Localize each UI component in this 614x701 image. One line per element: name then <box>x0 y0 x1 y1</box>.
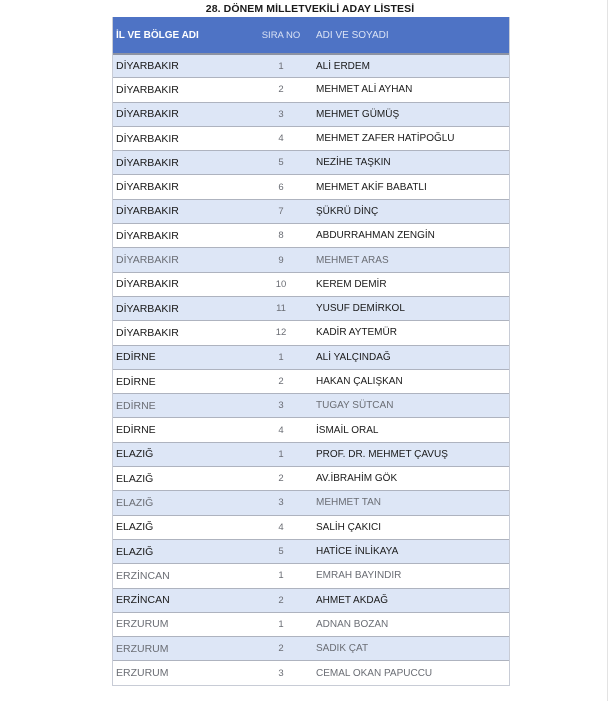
header-province: İL VE BÖLGE ADI <box>116 29 199 41</box>
candidate-table <box>112 17 510 686</box>
table-row <box>113 174 509 198</box>
page-edge <box>607 0 608 701</box>
cell-order: 2 <box>278 376 284 387</box>
table-row <box>113 490 509 514</box>
cell-province: ELAZIĞ <box>116 496 154 509</box>
cell-order: 10 <box>275 278 287 290</box>
table-row <box>113 393 509 417</box>
table-row <box>113 102 509 126</box>
cell-province: ELAZIĞ <box>116 448 154 461</box>
cell-province: ERZURUM <box>116 667 169 680</box>
cell-province: DİYARBAKIR <box>116 60 179 73</box>
cell-province: ELAZIĞ <box>116 472 154 485</box>
cell-name: MEHMET ZAFER HATİPOĞLU <box>316 133 455 145</box>
table-row <box>113 223 509 247</box>
cell-province: DİYARBAKIR <box>116 254 179 267</box>
cell-name: ADNAN BOZAN <box>316 618 389 630</box>
table-row <box>113 320 509 344</box>
cell-province: DİYARBAKIR <box>116 278 179 291</box>
cell-name: CEMAL OKAN PAPUCCU <box>316 667 433 679</box>
table-row <box>113 417 509 441</box>
table-row <box>113 612 509 636</box>
cell-name: TUGAY SÜTCAN <box>316 400 394 412</box>
cell-name: SADIK ÇAT <box>316 643 369 655</box>
cell-order: 7 <box>278 205 284 217</box>
table-body <box>113 53 509 685</box>
cell-name: AHMET AKDAĞ <box>316 594 389 606</box>
cell-province: DİYARBAKIR <box>116 132 179 145</box>
cell-province: DİYARBAKIR <box>116 83 179 96</box>
cell-name: MEHMET ARAS <box>316 254 389 266</box>
table-row <box>113 466 509 490</box>
cell-province: DİYARBAKIR <box>116 326 179 339</box>
cell-name: MEHMET TAN <box>316 497 382 509</box>
cell-order: 2 <box>278 473 284 485</box>
table-row <box>113 77 509 101</box>
cell-name: ALİ ERDEM <box>316 60 370 72</box>
cell-province: ERZİNCAN <box>116 594 170 607</box>
cell-order: 11 <box>276 303 286 315</box>
cell-order: 1 <box>278 570 284 582</box>
cell-order: 3 <box>278 667 284 679</box>
cell-name: MEHMET AKİF BABATLI <box>316 181 427 193</box>
table-row <box>113 369 509 393</box>
cell-order: 3 <box>278 400 284 412</box>
cell-name: EMRAH BAYINDIR <box>316 570 402 582</box>
table-row <box>113 345 509 369</box>
cell-province: EDİRNE <box>116 399 156 412</box>
cell-order: 4 <box>278 424 284 436</box>
cell-province: EDİRNE <box>116 375 156 388</box>
cell-province: DİYARBAKIR <box>116 156 179 169</box>
header-order: SIRA NO <box>261 29 301 41</box>
cell-order: 1 <box>278 60 284 72</box>
table-row <box>113 150 509 174</box>
cell-order: 3 <box>278 497 284 509</box>
cell-name: MEHMET ALİ AYHAN <box>316 84 413 96</box>
table-row <box>113 53 509 77</box>
cell-order: 1 <box>278 618 284 630</box>
cell-province: ERZİNCAN <box>116 569 170 582</box>
table-row <box>113 272 509 296</box>
cell-name: AV.İBRAHİM GÖK <box>316 473 398 485</box>
cell-name: KADİR AYTEMÜR <box>316 327 397 339</box>
cell-name: NEZİHE TAŞKIN <box>316 157 391 169</box>
cell-name: ABDURRAHMAN ZENGİN <box>316 230 435 242</box>
cell-province: DİYARBAKIR <box>116 108 179 121</box>
table-row <box>113 296 509 320</box>
table-row <box>113 588 509 612</box>
cell-order: 5 <box>278 157 284 169</box>
cell-province: DİYARBAKIR <box>116 229 179 242</box>
cell-order: 5 <box>278 546 284 558</box>
cell-order: 2 <box>278 643 284 655</box>
cell-order: 4 <box>278 521 284 533</box>
cell-order: 12 <box>275 327 287 339</box>
cell-order: 6 <box>278 181 284 193</box>
table-row <box>113 442 509 466</box>
cell-province: DİYARBAKIR <box>116 205 179 218</box>
cell-name: PROF. DR. MEHMET ÇAVUŞ <box>316 448 448 460</box>
table-row <box>113 126 509 150</box>
cell-name: HATİCE İNLİKAYA <box>316 546 399 558</box>
table-row <box>113 660 509 684</box>
cell-order: 8 <box>278 230 284 242</box>
cell-province: ELAZIĞ <box>116 545 154 558</box>
table-row <box>113 563 509 587</box>
cell-province: ELAZIĞ <box>116 521 154 534</box>
cell-province: DİYARBAKIR <box>116 302 179 315</box>
cell-province: DİYARBAKIR <box>116 181 179 194</box>
cell-order: 9 <box>278 254 284 266</box>
header-name: ADI VE SOYADI <box>316 29 389 41</box>
cell-province: EDİRNE <box>116 424 156 437</box>
cell-province: ERZURUM <box>116 642 169 655</box>
cell-name: ŞÜKRÜ DİNÇ <box>316 205 379 217</box>
table-row <box>113 199 509 223</box>
cell-order: 1 <box>278 351 284 363</box>
cell-order: 1 <box>278 448 284 460</box>
cell-name: YUSUF DEMİRKOL <box>316 303 405 315</box>
page-title: 28. DÖNEM MİLLETVEKİLİ ADAY LİSTESİ <box>205 3 415 15</box>
cell-order: 3 <box>278 108 284 120</box>
cell-name: ALİ YALÇINDAĞ <box>316 351 391 363</box>
cell-order: 4 <box>278 133 284 145</box>
cell-order: 2 <box>278 594 284 606</box>
cell-name: SALİH ÇAKICI <box>316 521 382 533</box>
cell-name: HAKAN ÇALIŞKAN <box>316 376 403 387</box>
table-row <box>113 247 509 271</box>
cell-order: 2 <box>278 84 284 96</box>
table-row <box>113 539 509 563</box>
cell-province: ERZURUM <box>116 618 169 631</box>
cell-name: MEHMET GÜMÜŞ <box>316 108 400 120</box>
cell-name: İSMAİL ORAL <box>316 424 379 436</box>
cell-name: KEREM DEMİR <box>316 278 387 290</box>
cell-province: EDİRNE <box>116 351 156 364</box>
table-row <box>113 636 509 660</box>
table-row <box>113 515 509 539</box>
table-header <box>113 17 509 53</box>
